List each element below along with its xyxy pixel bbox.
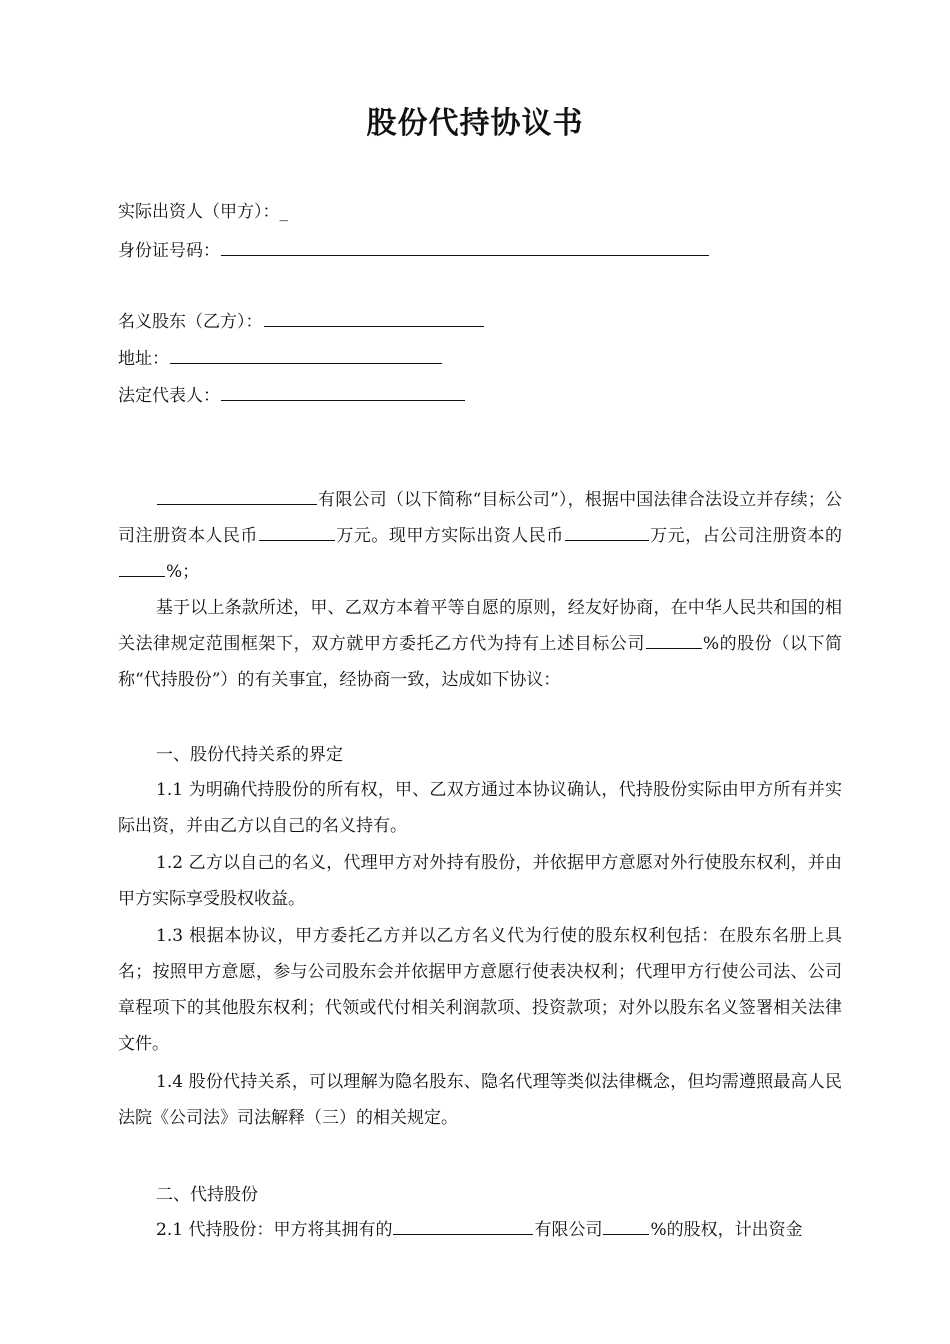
section-1-heading: 一、股份代持关系的界定 [156, 745, 343, 765]
investment-amount-blank [565, 522, 649, 541]
company-name-blank [157, 486, 317, 505]
legal-rep-blank [221, 382, 465, 401]
clause-1-1: 1.1 为明确代持股份的所有权，甲、乙双方通过本协议确认，代持股份实际由甲方所有并实际出资，并由乙方以自己的名义持有。 [118, 780, 842, 836]
clause-2-1 [118, 1212, 842, 1248]
shareholder-blank [264, 308, 484, 327]
investor-blank: _ [279, 202, 288, 222]
clause-2-1-text-c: %的股权，计出资金 [650, 1220, 803, 1240]
investor-label: 实际出资人（甲方）： [118, 202, 280, 222]
clause-2-1-text-a: 2.1 代持股份：甲方将其拥有的 [156, 1220, 393, 1240]
shareholder-line [118, 308, 485, 334]
clause-2-1-text-b: 有限公司 [534, 1220, 603, 1240]
section-2-heading: 二、代持股份 [156, 1185, 258, 1205]
address-label: 地址： [118, 349, 169, 369]
id-number-label: 身份证号码： [118, 241, 220, 261]
address-line [118, 345, 443, 371]
intro-text-1d: %； [166, 562, 200, 582]
clause-2-1-company-blank [393, 1216, 533, 1235]
percentage-blank [119, 558, 165, 577]
clause-1-3: 1.3 根据本协议，甲方委托乙方并以乙方名义代为行使的股东权利包括：在股东名册上具名；按照甲方意愿，参与公司股东会并依据甲方意愿行使表决权利；代理甲方行使公司法、公司章程项下的其他股东权利；代领或代付相关利润款项、投资款项；对外以股东名义签署相关法律文件。 [118, 926, 842, 1054]
id-number-line [118, 237, 710, 263]
clause-2-1-percentage-blank [603, 1216, 649, 1235]
intro-paragraph-2 [118, 590, 842, 698]
intro-text-1a: 有限公司（以下简称“目标公司”），根据中国法律合法设立并存续；公司注册资本人民币 [118, 490, 842, 546]
investor-line [118, 200, 288, 224]
shareholder-label: 名义股东（乙方）： [118, 312, 263, 332]
intro-text-1c: 万元，占公司注册资本的 [649, 526, 843, 546]
legal-rep-label: 法定代表人： [118, 386, 220, 406]
clause-1-2: 1.2 乙方以自己的名义，代理甲方对外持有股份，并依据甲方意愿对外行使股东权利，并由甲方实际享受股权收益。 [118, 853, 842, 909]
document-title: 股份代持协议书 [366, 106, 584, 141]
id-number-blank [221, 237, 709, 256]
intro-text-2b: %的股份（以下简称“代持股份”）的有关事宜，经协商一致，达成如下协议： [118, 634, 843, 690]
intro-text-1b: 万元。现甲方实际出资人民币 [335, 526, 564, 546]
intro-text-2a: 基于以上条款所述，甲、乙双方本着平等自愿的原则，经友好协商，在中华人民共和国的相关法律规定范围框架下，双方就甲方委托乙方代为持有上述目标公司 [118, 598, 842, 654]
held-percentage-blank [646, 630, 702, 649]
clause-1-4: 1.4 股份代持关系，可以理解为隐名股东、隐名代理等类似法律概念，但均需遵照最高人民法院《公司法》司法解释（三）的相关规定。 [118, 1072, 842, 1128]
registered-capital-blank [259, 522, 335, 541]
address-blank [170, 345, 442, 364]
legal-rep-line [118, 382, 466, 408]
intro-paragraph-1 [118, 482, 842, 590]
